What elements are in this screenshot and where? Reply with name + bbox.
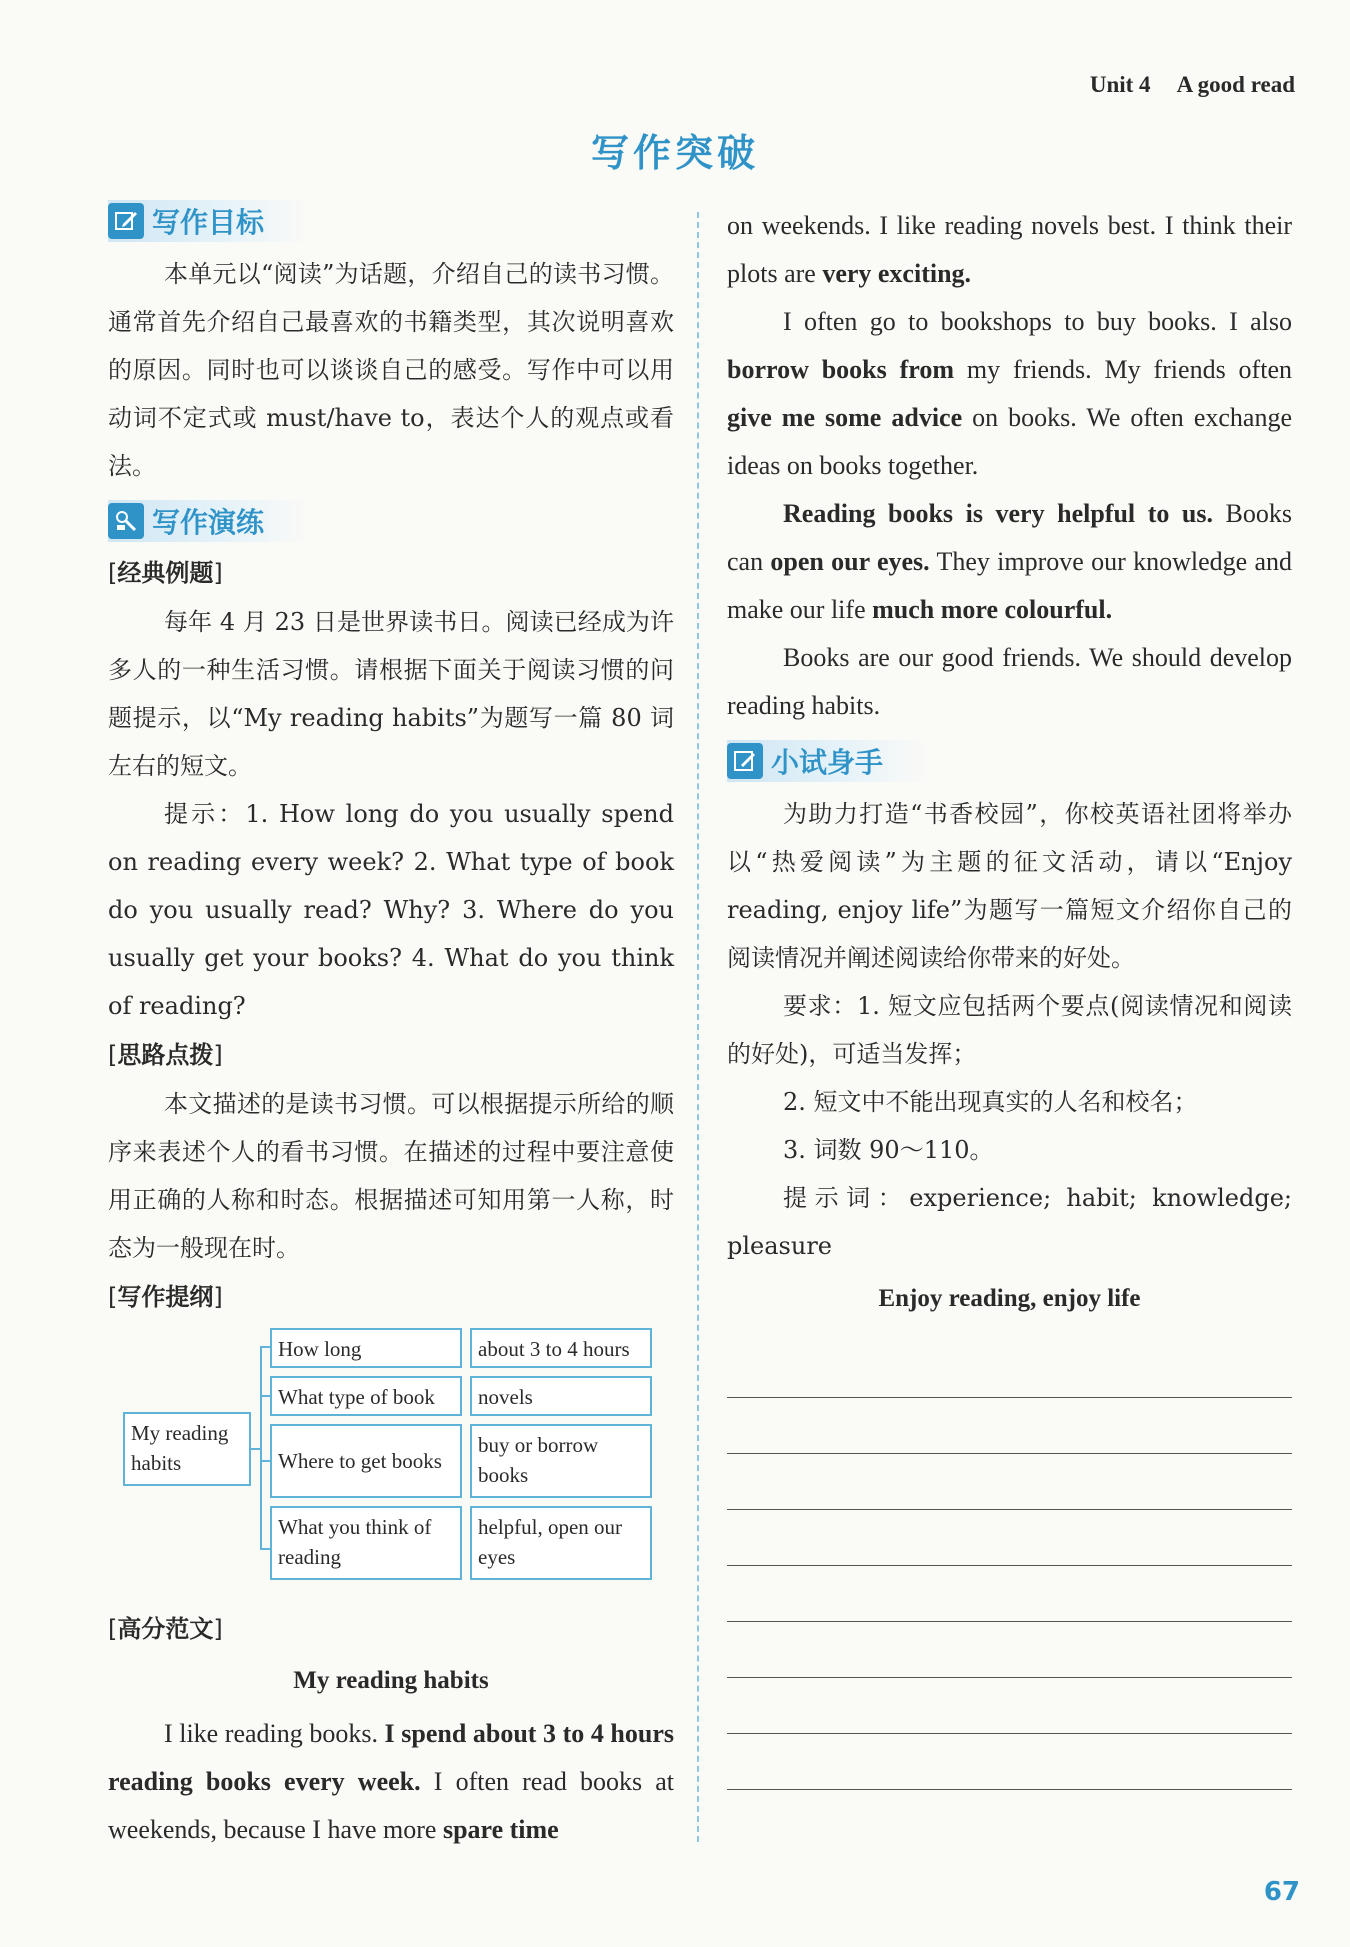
model-highlight: very exciting. <box>822 259 972 288</box>
practice-icon <box>108 503 144 539</box>
try-task: 为助力打造“书香校园”，你校英语社团将举办以“热爱阅读”为主题的征文活动，请以“Enjoy reading, enjoy life”为题写一篇短文介绍你自己的阅读情况并阐述阅读给你带来的好处。 <box>727 800 1292 972</box>
model-text: on weekends. I like reading novels best. I think their plots are <box>727 211 1292 288</box>
outline-answer: novels <box>470 1376 652 1416</box>
outline-answer: helpful, open our eyes <box>470 1506 652 1580</box>
model-paragraph-4: Books are our good friends. We should develop reading habits. <box>727 643 1292 720</box>
writing-line[interactable] <box>727 1678 1292 1734</box>
outline-question: What type of book <box>270 1376 462 1416</box>
model-highlight: give me some advice <box>727 403 963 432</box>
model-text: I like reading books. <box>164 1719 385 1748</box>
section-try-title: 小试身手 <box>771 746 884 779</box>
outline-question: How long <box>270 1328 462 1368</box>
outline-connector <box>260 1548 270 1550</box>
right-column <box>727 202 1292 1790</box>
model-text: on books. We often exchange ideas on books together. <box>727 403 1292 480</box>
section-goal-header <box>108 200 308 242</box>
outline-connector <box>260 1346 262 1550</box>
try-requirement-2: 2. 短文中不能出现真实的人名和校名； <box>783 1088 1198 1116</box>
model-label: [高分范文] <box>108 1615 223 1643</box>
page-title: 写作突破 <box>590 131 759 175</box>
model-text: I often read books at weekends, because I have more <box>108 1767 674 1844</box>
writing-line[interactable] <box>727 1510 1292 1566</box>
page-number: 67 <box>1263 1877 1300 1907</box>
writing-line[interactable] <box>727 1734 1292 1790</box>
edit-icon <box>727 743 763 779</box>
writing-line[interactable] <box>727 1342 1292 1398</box>
writing-line[interactable] <box>727 1622 1292 1678</box>
try-requirement-3: 3. 词数 90～110。 <box>783 1136 994 1164</box>
model-label-text: 高分范文 <box>117 1615 214 1643</box>
example-task: 每年 4 月 23 日是世界读书日。阅读已经成为许多人的一种生活习惯。请根据下面关于阅读习惯的问题提示，以“My reading habits”为题写一篇 80 词左右的短文。 <box>108 608 674 780</box>
unit-label: Unit 4 <box>1089 72 1151 97</box>
idea-label-text: 思路点拨 <box>117 1041 214 1069</box>
writing-line[interactable] <box>727 1566 1292 1622</box>
outline-answer: about 3 to 4 hours <box>470 1328 652 1368</box>
outline-question: What you think of reading <box>270 1506 462 1580</box>
section-try-header <box>727 740 927 782</box>
section-practice-title: 写作演练 <box>152 506 265 539</box>
example-label: [经典例题] <box>108 559 223 587</box>
outline-connector <box>260 1395 270 1397</box>
section-goal-title: 写作目标 <box>152 206 265 239</box>
model-highlight: open our eyes. <box>770 547 930 576</box>
pencil-icon <box>108 203 144 239</box>
outline-label-text: 写作提纲 <box>117 1283 214 1311</box>
writing-area[interactable] <box>727 1342 1292 1790</box>
model-title: My reading habits <box>293 1667 489 1694</box>
column-divider <box>697 212 699 1842</box>
model-text: They improve our knowledge and make our life <box>727 547 1292 624</box>
try-hint-words: 提示词：experience; habit; knowledge; pleasure <box>727 1184 1292 1260</box>
running-header <box>1090 72 1295 98</box>
idea-label: [思路点拨] <box>108 1041 223 1069</box>
model-paragraph-1-start <box>108 1710 674 1854</box>
outline-answer: buy or borrow books <box>470 1424 652 1498</box>
model-text: I often go to bookshops to buy books. I also <box>783 307 1292 336</box>
model-text: Books can <box>727 499 1292 576</box>
try-requirement-1: 要求：1. 短文应包括两个要点(阅读情况和阅读的好处)，可适当发挥； <box>727 992 1292 1068</box>
model-paragraph-2 <box>727 298 1292 490</box>
try-essay-title: Enjoy reading, enjoy life <box>878 1285 1141 1312</box>
model-highlight: borrow books from <box>727 355 954 384</box>
model-highlight: Reading books is very helpful to us. <box>783 499 1213 528</box>
outline-connector <box>260 1346 270 1348</box>
example-hints: 提示：1. How long do you usually spend on reading every week? 2. What type of book do you usually read? Why? 3. Where do you usually get your books? 4. What do you think of reading? <box>108 800 674 1020</box>
writing-line[interactable] <box>727 1454 1292 1510</box>
idea-text: 本文描述的是读书习惯。可以根据提示所给的顺序来表述个人的看书习惯。在描述的过程中要注意使用正确的人称和时态。根据描述可知用第一人称，时态为一般现在时。 <box>108 1090 674 1262</box>
outline-connector <box>260 1460 270 1462</box>
example-label-text: 经典例题 <box>117 559 214 587</box>
section-practice-header <box>108 500 308 542</box>
left-column <box>108 200 674 1854</box>
model-text: my friends. My friends often <box>954 355 1292 384</box>
model-paragraph-1-end <box>727 202 1292 298</box>
outline-root: My reading habits <box>123 1412 251 1486</box>
writing-line[interactable] <box>727 1398 1292 1454</box>
model-paragraph-3 <box>727 490 1292 634</box>
writing-outline <box>108 1326 674 1596</box>
model-highlight: spare time <box>442 1815 559 1844</box>
goal-text: 本单元以“阅读”为话题，介绍自己的读书习惯。通常首先介绍自己最喜欢的书籍类型，其次说明喜欢的原因。同时也可以谈谈自己的感受。写作中可以用动词不定式或 must/have to，表达个人的观点或看法。 <box>108 260 674 480</box>
outline-question: Where to get books <box>270 1424 462 1498</box>
model-highlight: much more colourful. <box>872 595 1113 624</box>
unit-title: A good read <box>1176 72 1295 97</box>
model-highlight: I spend about 3 to 4 hours reading books every week. <box>108 1719 674 1796</box>
outline-label: [写作提纲] <box>108 1283 223 1311</box>
